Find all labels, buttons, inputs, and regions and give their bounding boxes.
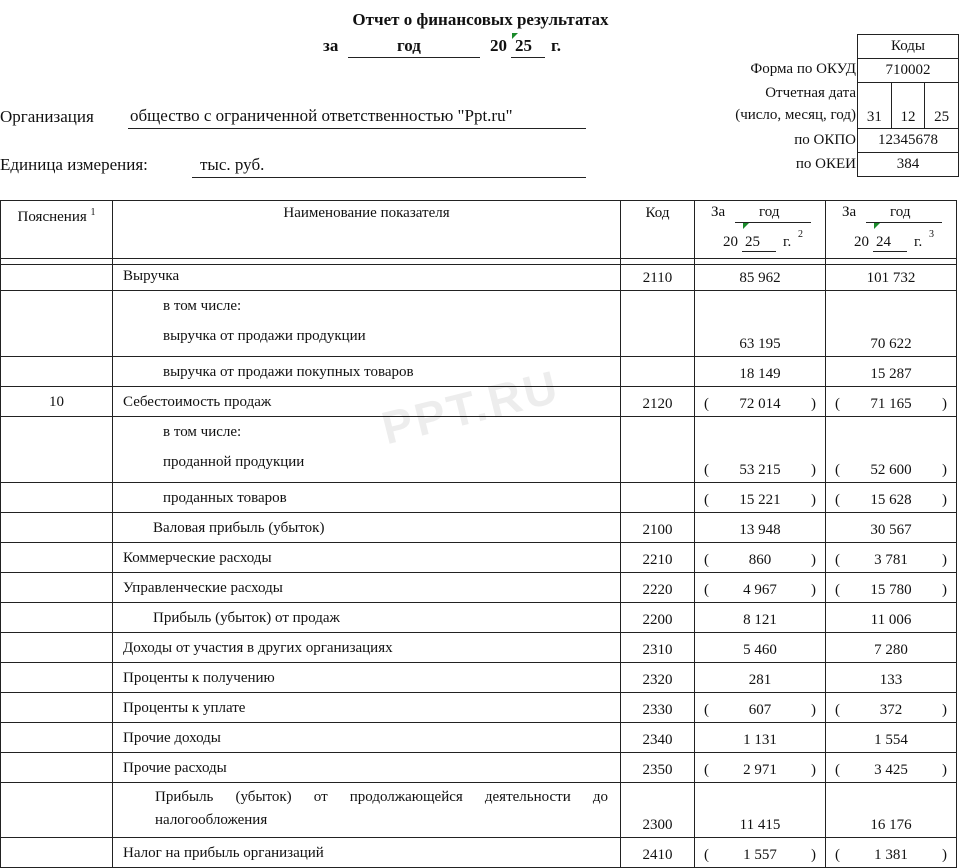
- row-name: [113, 633, 621, 663]
- row-previous-value: [826, 483, 957, 513]
- header-cur-year: 25: [745, 234, 760, 250]
- report-date-label: Отчетная дата: [765, 85, 856, 101]
- row-code: 2120: [621, 387, 695, 417]
- row-current-value: [695, 573, 826, 603]
- value-text: 15 628: [870, 492, 912, 508]
- table-row: [1, 633, 957, 663]
- row-previous-value: [826, 753, 957, 783]
- row-current-value: [695, 663, 826, 693]
- header-prev-word: год: [890, 204, 911, 220]
- row-code: 2300: [621, 783, 695, 838]
- header-prev-footnote: 3: [929, 229, 934, 240]
- row-name: [113, 573, 621, 603]
- row-current-value: [695, 838, 826, 868]
- row-note: [1, 291, 113, 357]
- row-note: [1, 265, 113, 291]
- row-name-text: Доходы от участия в других организациях: [123, 640, 393, 656]
- row-name-text: Налог на прибыль организаций: [123, 845, 324, 861]
- value-text: 8 121: [743, 612, 777, 628]
- paren-open: (: [704, 462, 709, 478]
- watermark: PPT.RU: [376, 359, 566, 455]
- table-row: [1, 783, 957, 838]
- value-text: 71 165: [870, 396, 912, 412]
- row-note: [1, 603, 113, 633]
- paren-close: ): [942, 396, 947, 412]
- row-code: [621, 291, 695, 357]
- header-notes-footnote: 1: [90, 207, 96, 218]
- row-previous-value: [826, 603, 957, 633]
- row-name: [113, 417, 621, 483]
- row-note: [1, 838, 113, 868]
- row-current-value: [695, 483, 826, 513]
- codes-heading: Коды: [858, 35, 959, 59]
- header-prev-marker: [874, 223, 880, 229]
- okei-value: 384: [858, 153, 959, 177]
- value-text: 1 554: [874, 732, 908, 748]
- header-prev-year-underline: [873, 251, 907, 252]
- row-name-prefix: в том числе:: [163, 424, 242, 440]
- table-row: [1, 663, 957, 693]
- row-current-value: [695, 603, 826, 633]
- row-name: [113, 513, 621, 543]
- row-note: [1, 357, 113, 387]
- unit-label: Единица измерения:: [0, 155, 148, 174]
- row-name-text: Прочие расходы: [123, 760, 227, 776]
- row-current-value: [695, 633, 826, 663]
- paren-open: (: [835, 492, 840, 508]
- row-code: 2110: [621, 265, 695, 291]
- value-text: 16 176: [870, 817, 912, 833]
- table-row: [1, 483, 957, 513]
- header-cur-marker: [743, 223, 749, 229]
- value-text: 52 600: [870, 462, 912, 478]
- row-current-value: [695, 543, 826, 573]
- value-text: 72 014: [739, 396, 781, 412]
- value-text: 15 221: [739, 492, 781, 508]
- value-text: 15 780: [870, 582, 912, 598]
- row-previous-value: [826, 417, 957, 483]
- header-cur-year-underline: [742, 251, 776, 252]
- row-name-text: Проценты к уплате: [123, 700, 246, 716]
- okei-label: по ОКЕИ: [795, 156, 856, 172]
- org-value: общество с ограниченной ответственностью "Ppt.ru": [130, 106, 513, 125]
- paren-open: (: [704, 847, 709, 863]
- value-text: 5 460: [743, 642, 777, 658]
- paren-close: ): [811, 582, 816, 598]
- row-previous-value: [826, 693, 957, 723]
- row-previous-value: [826, 783, 957, 838]
- row-current-value: [695, 291, 826, 357]
- header-notes: [1, 201, 113, 259]
- value-text: 85 962: [739, 270, 781, 286]
- paren-open: (: [704, 582, 709, 598]
- row-name: [113, 838, 621, 868]
- row-code: [621, 483, 695, 513]
- year-underline: [511, 57, 545, 58]
- okud-value: 710002: [858, 59, 959, 83]
- period-underline: [348, 57, 480, 58]
- row-current-value: [695, 753, 826, 783]
- paren-open: (: [835, 847, 840, 863]
- table-row: [1, 753, 957, 783]
- header-name: Наименование показателя: [113, 201, 621, 259]
- paren-close: ): [811, 847, 816, 863]
- row-name: [113, 265, 621, 291]
- paren-open: (: [835, 582, 840, 598]
- row-name: [113, 723, 621, 753]
- row-previous-value: [826, 357, 957, 387]
- table-row: [1, 513, 957, 543]
- paren-open: (: [835, 396, 840, 412]
- date-month: 12: [891, 83, 925, 129]
- row-name-text: выручка от продажи покупных товаров: [163, 364, 414, 380]
- header-prev-unit: г.: [914, 234, 923, 250]
- value-text: 7 280: [874, 642, 908, 658]
- header-cur-word: год: [759, 204, 780, 220]
- value-text: 11 006: [870, 612, 912, 628]
- row-note: [1, 783, 113, 838]
- row-name-text: Прочие доходы: [123, 730, 221, 746]
- header-code: Код: [621, 201, 695, 259]
- paren-close: ): [942, 762, 947, 778]
- row-note: [1, 723, 113, 753]
- row-note: [1, 633, 113, 663]
- okud-label: Форма по ОКУД: [750, 61, 856, 77]
- paren-close: ): [942, 552, 947, 568]
- header-cur-footnote: 2: [798, 229, 803, 240]
- value-text: 4 967: [743, 582, 777, 598]
- row-note: [1, 663, 113, 693]
- table-row: [1, 265, 957, 291]
- value-text: 1 381: [874, 847, 908, 863]
- table-row: [1, 543, 957, 573]
- header-previous-period: [826, 201, 957, 259]
- paren-open: (: [835, 762, 840, 778]
- value-text: 53 215: [739, 462, 781, 478]
- header-current-period: [695, 201, 826, 259]
- header-cur-prefix: 20: [723, 234, 738, 250]
- row-current-value: [695, 693, 826, 723]
- header-prev-year: 24: [876, 234, 891, 250]
- paren-open: (: [835, 702, 840, 718]
- paren-open: (: [704, 492, 709, 508]
- row-previous-value: [826, 265, 957, 291]
- header-cur-unit: г.: [783, 234, 792, 250]
- row-note: [1, 417, 113, 483]
- year-suffix: 25: [515, 36, 532, 55]
- paren-open: (: [704, 552, 709, 568]
- paren-open: (: [704, 702, 709, 718]
- paren-close: ): [942, 847, 947, 863]
- row-name-prefix: в том числе:: [163, 298, 242, 314]
- value-text: 15 287: [870, 366, 912, 382]
- row-current-value: [695, 783, 826, 838]
- row-name: [113, 603, 621, 633]
- row-current-value: [695, 265, 826, 291]
- table-row: [1, 573, 957, 603]
- row-note: [1, 693, 113, 723]
- codes-table: [857, 34, 959, 177]
- row-previous-value: [826, 573, 957, 603]
- row-name-text: Управленческие расходы: [123, 580, 283, 596]
- row-note: [1, 483, 113, 513]
- paren-close: ): [811, 552, 816, 568]
- okpo-value: 12345678: [858, 129, 959, 153]
- year-unit: г.: [551, 36, 562, 55]
- row-code: 2310: [621, 633, 695, 663]
- row-name: [113, 783, 621, 838]
- value-text: 101 732: [866, 270, 916, 286]
- value-text: 3 781: [874, 552, 908, 568]
- table-row: [1, 693, 957, 723]
- row-previous-value: [826, 387, 957, 417]
- date-year: 25: [925, 83, 959, 129]
- row-code: 2410: [621, 838, 695, 868]
- row-code: 2330: [621, 693, 695, 723]
- row-previous-value: [826, 723, 957, 753]
- row-note: 10: [1, 387, 113, 417]
- value-text: 607: [748, 702, 772, 718]
- org-underline: [128, 128, 586, 129]
- table-row: [1, 723, 957, 753]
- row-code: [621, 357, 695, 387]
- value-text: 2 971: [743, 762, 777, 778]
- paren-open: (: [835, 552, 840, 568]
- value-text: 18 149: [739, 366, 781, 382]
- row-previous-value: [826, 543, 957, 573]
- row-name-text: Прибыль (убыток) от продолжающейся деятельности до налогообложения: [155, 789, 608, 828]
- row-name: [113, 483, 621, 513]
- paren-open: (: [704, 762, 709, 778]
- row-name: [113, 693, 621, 723]
- row-name-sub: выручка от продажи продукции: [163, 328, 366, 344]
- row-current-value: [695, 417, 826, 483]
- paren-close: ): [942, 462, 947, 478]
- paren-close: ): [811, 492, 816, 508]
- row-name-text: проданных товаров: [163, 490, 287, 506]
- row-name-text: Валовая прибыль (убыток): [153, 520, 325, 536]
- row-name-text: Себестоимость продаж: [123, 394, 272, 410]
- value-text: 281: [748, 672, 772, 688]
- value-text: 3 425: [874, 762, 908, 778]
- header-prev-for: За: [842, 204, 857, 220]
- value-text: 372: [879, 702, 903, 718]
- okpo-label: по ОКПО: [794, 132, 856, 148]
- value-text: 1 131: [743, 732, 777, 748]
- header-cur-for: За: [711, 204, 726, 220]
- row-code: 2210: [621, 543, 695, 573]
- row-note: [1, 543, 113, 573]
- paren-close: ): [811, 762, 816, 778]
- row-previous-value: [826, 513, 957, 543]
- value-text: 63 195: [739, 336, 781, 352]
- row-previous-value: [826, 838, 957, 868]
- value-text: 11 415: [739, 817, 781, 833]
- report-date-sub: (число, месяц, год): [735, 107, 856, 123]
- table-row: [1, 603, 957, 633]
- paren-close: ): [942, 492, 947, 508]
- row-previous-value: [826, 663, 957, 693]
- row-name-sub: проданной продукции: [163, 454, 305, 470]
- year-prefix: 20: [490, 36, 507, 55]
- paren-close: ): [942, 582, 947, 598]
- paren-close: ): [811, 702, 816, 718]
- value-text: 1 557: [743, 847, 777, 863]
- row-code: 2200: [621, 603, 695, 633]
- row-current-value: [695, 387, 826, 417]
- row-name-text: Выручка: [123, 268, 180, 284]
- period-word: год: [397, 36, 421, 55]
- row-previous-value: [826, 291, 957, 357]
- unit-value: тыс. руб.: [200, 155, 265, 174]
- row-current-value: [695, 357, 826, 387]
- row-code: 2340: [621, 723, 695, 753]
- financial-results-table: [0, 200, 957, 868]
- row-name-text: Прибыль (убыток) от продаж: [153, 610, 340, 626]
- row-current-value: [695, 513, 826, 543]
- row-code: 2320: [621, 663, 695, 693]
- date-day: 31: [858, 83, 892, 129]
- row-previous-value: [826, 633, 957, 663]
- value-text: 13 948: [739, 522, 781, 538]
- row-name: [113, 753, 621, 783]
- header-prev-prefix: 20: [854, 234, 869, 250]
- row-name-text: Проценты к получению: [123, 670, 275, 686]
- header-notes-label: Пояснения: [17, 209, 87, 225]
- value-text: 133: [879, 672, 903, 688]
- paren-close: ): [811, 462, 816, 478]
- value-text: 70 622: [870, 336, 912, 352]
- row-code: 2100: [621, 513, 695, 543]
- row-code: [621, 417, 695, 483]
- table-row: [1, 291, 957, 357]
- table-row: [1, 838, 957, 868]
- value-text: 860: [748, 552, 772, 568]
- row-note: [1, 513, 113, 543]
- row-note: [1, 753, 113, 783]
- row-note: [1, 573, 113, 603]
- value-text: 30 567: [870, 522, 912, 538]
- period-for-label: за: [323, 36, 339, 55]
- paren-close: ): [811, 396, 816, 412]
- report-title: Отчет о финансовых результатах: [352, 10, 609, 29]
- row-name: [113, 291, 621, 357]
- row-name: [113, 663, 621, 693]
- row-name: [113, 543, 621, 573]
- paren-close: ): [942, 702, 947, 718]
- row-name-text: Коммерческие расходы: [123, 550, 272, 566]
- row-current-value: [695, 723, 826, 753]
- row-code: 2220: [621, 573, 695, 603]
- org-label: Организация: [0, 107, 94, 126]
- unit-underline: [192, 177, 586, 178]
- paren-open: (: [704, 396, 709, 412]
- paren-open: (: [835, 462, 840, 478]
- table-header-row: [1, 201, 957, 259]
- row-code: 2350: [621, 753, 695, 783]
